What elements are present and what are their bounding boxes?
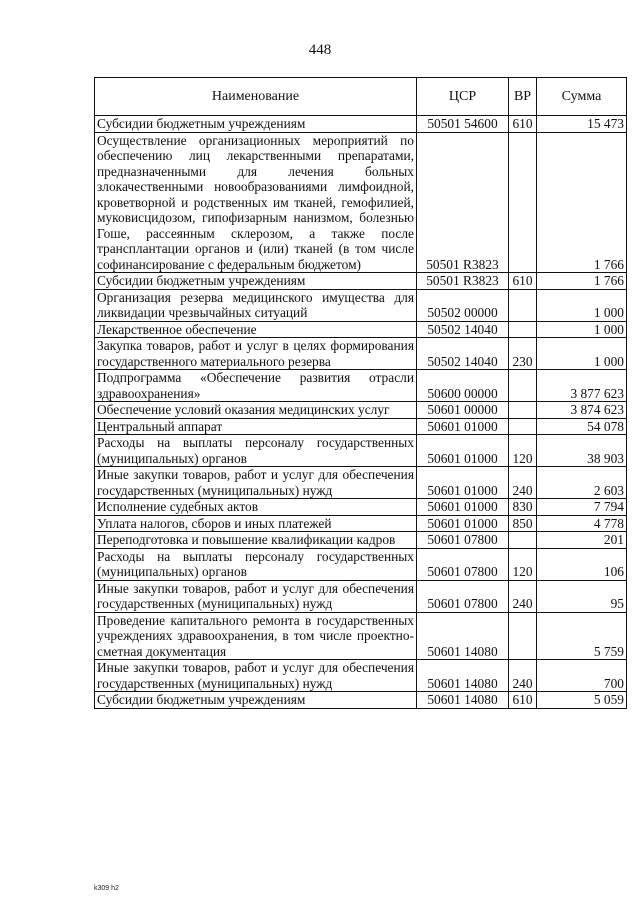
cell-vr: 120 xyxy=(509,548,537,580)
footer-code: k309 h2 xyxy=(94,885,119,892)
cell-name: Подпрограмма «Обеспечение развития отрасли здравоохранения» xyxy=(95,370,417,402)
cell-vr: 610 xyxy=(509,273,537,290)
cell-sum: 7 794 xyxy=(537,499,627,516)
cell-sum: 106 xyxy=(537,548,627,580)
cell-sum: 3 874 623 xyxy=(537,402,627,419)
table-row xyxy=(95,499,627,516)
table-row xyxy=(95,338,627,370)
cell-name: Центральный аппарат xyxy=(95,418,417,435)
cell-csr: 50502 14040 xyxy=(417,321,509,338)
cell-sum: 5 059 xyxy=(537,692,627,709)
table-row xyxy=(95,321,627,338)
cell-name: Субсидии бюджетным учреждениям xyxy=(95,273,417,290)
cell-vr: 850 xyxy=(509,515,537,532)
cell-csr: 50601 01000 xyxy=(417,515,509,532)
cell-vr xyxy=(509,370,537,402)
cell-vr: 230 xyxy=(509,338,537,370)
cell-sum: 54 078 xyxy=(537,418,627,435)
cell-csr: 50502 14040 xyxy=(417,338,509,370)
cell-csr: 50601 01000 xyxy=(417,435,509,467)
header-name: Наименование xyxy=(95,78,417,116)
cell-csr: 50501 R3823 xyxy=(417,273,509,290)
table-row xyxy=(95,548,627,580)
cell-name: Расходы на выплаты персоналу государственных (муниципальных) органов xyxy=(95,548,417,580)
table-row xyxy=(95,435,627,467)
cell-sum: 5 759 xyxy=(537,612,627,660)
budget-table xyxy=(94,77,627,709)
cell-vr: 610 xyxy=(509,116,537,133)
cell-name: Иные закупки товаров, работ и услуг для обеспечения государственных (муниципальных) нужд xyxy=(95,580,417,612)
cell-csr: 50601 07800 xyxy=(417,548,509,580)
table-row xyxy=(95,515,627,532)
cell-vr: 240 xyxy=(509,660,537,692)
cell-vr: 240 xyxy=(509,580,537,612)
table-row xyxy=(95,580,627,612)
header-sum: Сумма xyxy=(537,78,627,116)
table-row xyxy=(95,402,627,419)
cell-sum: 38 903 xyxy=(537,435,627,467)
cell-csr: 50501 54600 xyxy=(417,116,509,133)
cell-sum: 2 603 xyxy=(537,467,627,499)
cell-vr: 240 xyxy=(509,467,537,499)
cell-csr: 50601 07800 xyxy=(417,580,509,612)
table-row xyxy=(95,532,627,549)
table-row xyxy=(95,289,627,321)
cell-sum: 15 473 xyxy=(537,116,627,133)
cell-name: Иные закупки товаров, работ и услуг для обеспечения государственных (муниципальных) нужд xyxy=(95,660,417,692)
cell-vr: 120 xyxy=(509,435,537,467)
cell-vr xyxy=(509,289,537,321)
cell-vr: 830 xyxy=(509,499,537,516)
table-row xyxy=(95,612,627,660)
cell-csr: 50501 R3823 xyxy=(417,132,509,273)
page-number: 448 xyxy=(308,42,332,58)
cell-sum: 1 766 xyxy=(537,273,627,290)
cell-csr: 50502 00000 xyxy=(417,289,509,321)
cell-name: Осуществление организационных мероприятий по обеспечению лиц лекарственными препаратами, предназначенными для лечения больных злокачественными новообразованиями лимфоидной, кроветворной и родственных им тканей, гемофилией, муковисцидозом, гипофизарным нанизмом, болезнью Гоше, рассеянным склерозом, а также после трансплантации органов и (или) тканей (в том числе софинансирование с федеральным бюджетом) xyxy=(95,132,417,273)
table-row xyxy=(95,418,627,435)
cell-sum: 201 xyxy=(537,532,627,549)
cell-csr: 50601 01000 xyxy=(417,499,509,516)
header-csr: ЦСР xyxy=(417,78,509,116)
table-header-row xyxy=(95,78,627,116)
cell-sum: 1 766 xyxy=(537,132,627,273)
table-row xyxy=(95,116,627,133)
cell-csr: 50601 01000 xyxy=(417,418,509,435)
cell-sum: 1 000 xyxy=(537,338,627,370)
cell-name: Переподготовка и повышение квалификации кадров xyxy=(95,532,417,549)
cell-csr: 50601 00000 xyxy=(417,402,509,419)
cell-name: Организация резерва медицинского имущества для ликвидации чрезвычайных ситуаций xyxy=(95,289,417,321)
cell-csr: 50601 07800 xyxy=(417,532,509,549)
cell-sum: 700 xyxy=(537,660,627,692)
header-vr: ВР xyxy=(509,78,537,116)
table-row xyxy=(95,660,627,692)
table-row xyxy=(95,467,627,499)
cell-sum: 1 000 xyxy=(537,321,627,338)
table-row xyxy=(95,273,627,290)
table-row xyxy=(95,692,627,709)
cell-vr xyxy=(509,132,537,273)
cell-csr: 50600 00000 xyxy=(417,370,509,402)
cell-csr: 50601 01000 xyxy=(417,467,509,499)
cell-sum: 1 000 xyxy=(537,289,627,321)
cell-vr: 610 xyxy=(509,692,537,709)
cell-sum: 4 778 xyxy=(537,515,627,532)
cell-name: Иные закупки товаров, работ и услуг для обеспечения государственных (муниципальных) нужд xyxy=(95,467,417,499)
cell-csr: 50601 14080 xyxy=(417,612,509,660)
cell-name: Субсидии бюджетным учреждениям xyxy=(95,116,417,133)
cell-sum: 3 877 623 xyxy=(537,370,627,402)
cell-name: Исполнение судебных актов xyxy=(95,499,417,516)
cell-vr xyxy=(509,612,537,660)
cell-name: Лекарственное обеспечение xyxy=(95,321,417,338)
cell-sum: 95 xyxy=(537,580,627,612)
cell-vr xyxy=(509,532,537,549)
cell-vr xyxy=(509,321,537,338)
cell-csr: 50601 14080 xyxy=(417,660,509,692)
table-row xyxy=(95,132,627,273)
cell-name: Уплата налогов, сборов и иных платежей xyxy=(95,515,417,532)
cell-csr: 50601 14080 xyxy=(417,692,509,709)
cell-name: Обеспечение условий оказания медицинских услуг xyxy=(95,402,417,419)
table-row xyxy=(95,370,627,402)
cell-name: Субсидии бюджетным учреждениям xyxy=(95,692,417,709)
cell-vr xyxy=(509,418,537,435)
cell-name: Проведение капитального ремонта в государственных учреждениях здравоохранения, в том числе проектно-сметная документация xyxy=(95,612,417,660)
cell-vr xyxy=(509,402,537,419)
cell-name: Закупка товаров, работ и услуг в целях формирования государственного материального резерва xyxy=(95,338,417,370)
cell-name: Расходы на выплаты персоналу государственных (муниципальных) органов xyxy=(95,435,417,467)
